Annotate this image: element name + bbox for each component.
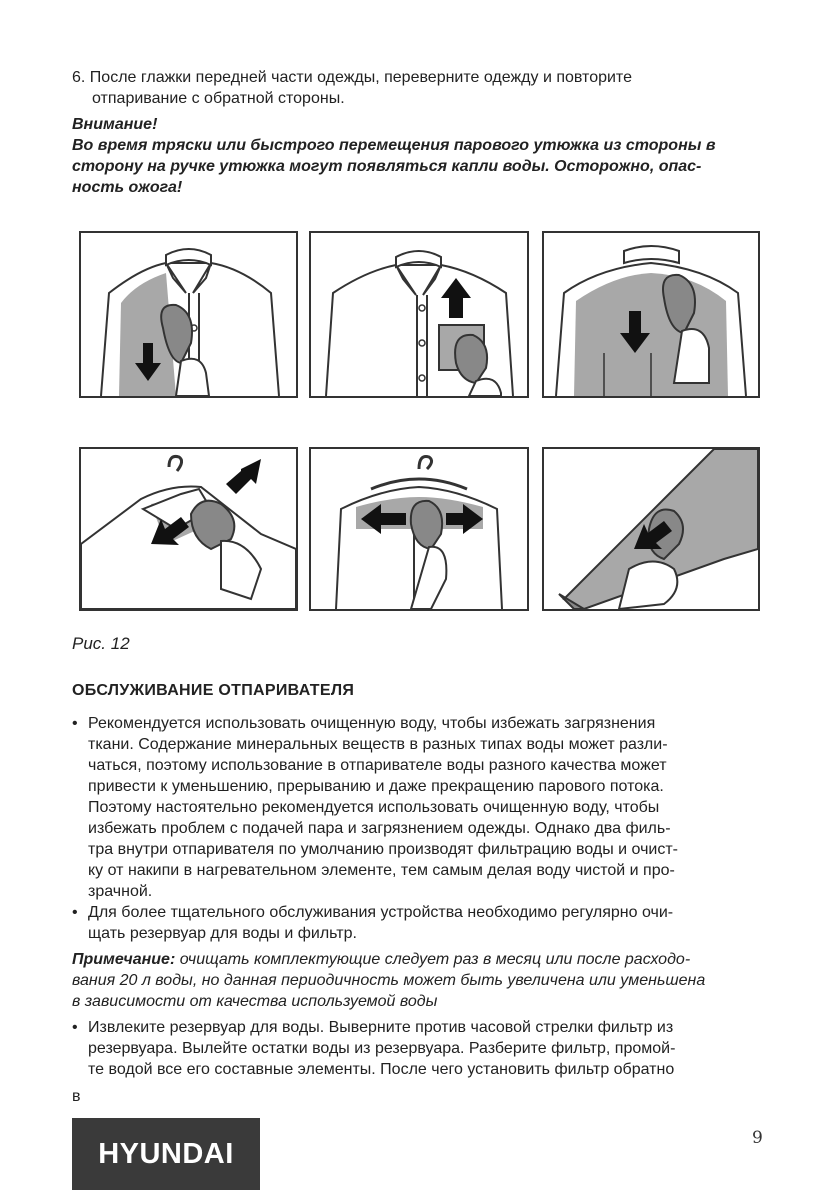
hanger-collar-illustration — [81, 449, 296, 609]
maintenance-list — [72, 713, 772, 1080]
bullet1-line: зрачной. — [88, 883, 153, 900]
step-6-number: 6. — [72, 69, 86, 86]
warning-title: Внимание! — [72, 116, 158, 133]
shirt-back-illustration — [544, 233, 758, 396]
note-line: очищать комплектующие следует раз в месяц или после расходо- — [175, 951, 691, 968]
note-line: в зависимости от качества используемой воды — [72, 993, 438, 1010]
page-number: 9 — [752, 1128, 763, 1148]
brand-logo — [72, 1118, 260, 1190]
bullet1-line: чаться, поэтому использование в отпаривателе воды разного качества может — [88, 757, 667, 774]
step-6-line2: отпаривание с обратной стороны. — [92, 89, 345, 107]
shirt-pocket-illustration — [311, 233, 527, 396]
figure-caption: Рис. 12 — [72, 634, 130, 653]
hanger-shoulders-illustration — [311, 449, 527, 609]
figure-panel-front-down — [79, 231, 298, 398]
bullet3-line: резервуара. Вылейте остатки воды из резервуара. Разберите фильтр, промой- — [88, 1040, 676, 1057]
figure-panel-shoulders-horizontal — [309, 447, 529, 611]
bullet1-line: ткани. Содержание минеральных веществ в разных типах воды может разли- — [88, 736, 668, 753]
bullet1-line: тра внутри отпаривателя по умолчанию производят фильтрацию воды и очист- — [88, 841, 679, 858]
list-item — [72, 713, 772, 902]
bullet3-line: те водой все его составные элементы. После чего установить фильтр обратно — [88, 1061, 675, 1078]
note-label: Примечание: — [72, 951, 176, 968]
section-title: ОБСЛУЖИВАНИЕ ОТПАРИВАТЕЛЯ — [72, 682, 355, 699]
bullet1-line: ку от накипи в нагревательном элементе, тем самым делая воду чистой и про- — [88, 862, 675, 879]
bullet-dot: • — [72, 904, 78, 921]
warning-line1: Во время тряски или быстрого перемещения парового утюжка из стороны в — [72, 137, 716, 154]
bullet2-line: Для более тщательного обслуживания устройства необходимо регулярно очи- — [88, 904, 674, 921]
brand-logo-text: HYUNDAI — [98, 1137, 234, 1170]
continuation-text: в — [72, 1088, 81, 1105]
bullet1-line: привести к уменьшению, прерыванию и даже прекращению парового потока. — [88, 778, 664, 795]
figure-panel-back-down — [542, 231, 760, 398]
warning-line3: ность ожога! — [72, 179, 183, 196]
bullet1-line: Рекомендуется использовать очищенную воду, чтобы избежать загрязнения — [88, 715, 656, 732]
bullet2-line: щать резервуар для воды и фильтр. — [88, 925, 357, 942]
figure-panel-sleeve — [542, 447, 760, 611]
step-6 — [72, 68, 772, 109]
bullet-dot: • — [72, 715, 78, 732]
step-6-line1: После глажки передней части одежды, переверните одежду и повторите — [89, 69, 632, 86]
bullet3-line: Извлеките резервуар для воды. Выверните против часовой стрелки фильтр из — [88, 1019, 674, 1036]
bullet1-line: избежать проблем с подачей пара и загрязнением одежды. Однако два филь- — [88, 820, 671, 837]
sleeve-illustration — [544, 449, 758, 609]
bullet-dot: • — [72, 1019, 78, 1036]
figure-panel-front-up — [309, 231, 529, 398]
list-item — [72, 1017, 772, 1080]
bullet1-line: Поэтому настоятельно рекомендуется использовать очищенную воду, чтобы — [88, 799, 660, 816]
list-item — [72, 902, 772, 944]
warning-block — [72, 114, 772, 198]
figure-panel-collar-diagonal — [79, 447, 298, 611]
warning-line2: сторону на ручке утюжка могут появляться капли воды. Осторожно, опас- — [72, 158, 702, 175]
note-block — [72, 949, 772, 1012]
note-line: вания 20 л воды, но данная периодичность может быть увеличена или уменьшена — [72, 972, 706, 989]
shirt-front-illustration — [81, 233, 296, 396]
